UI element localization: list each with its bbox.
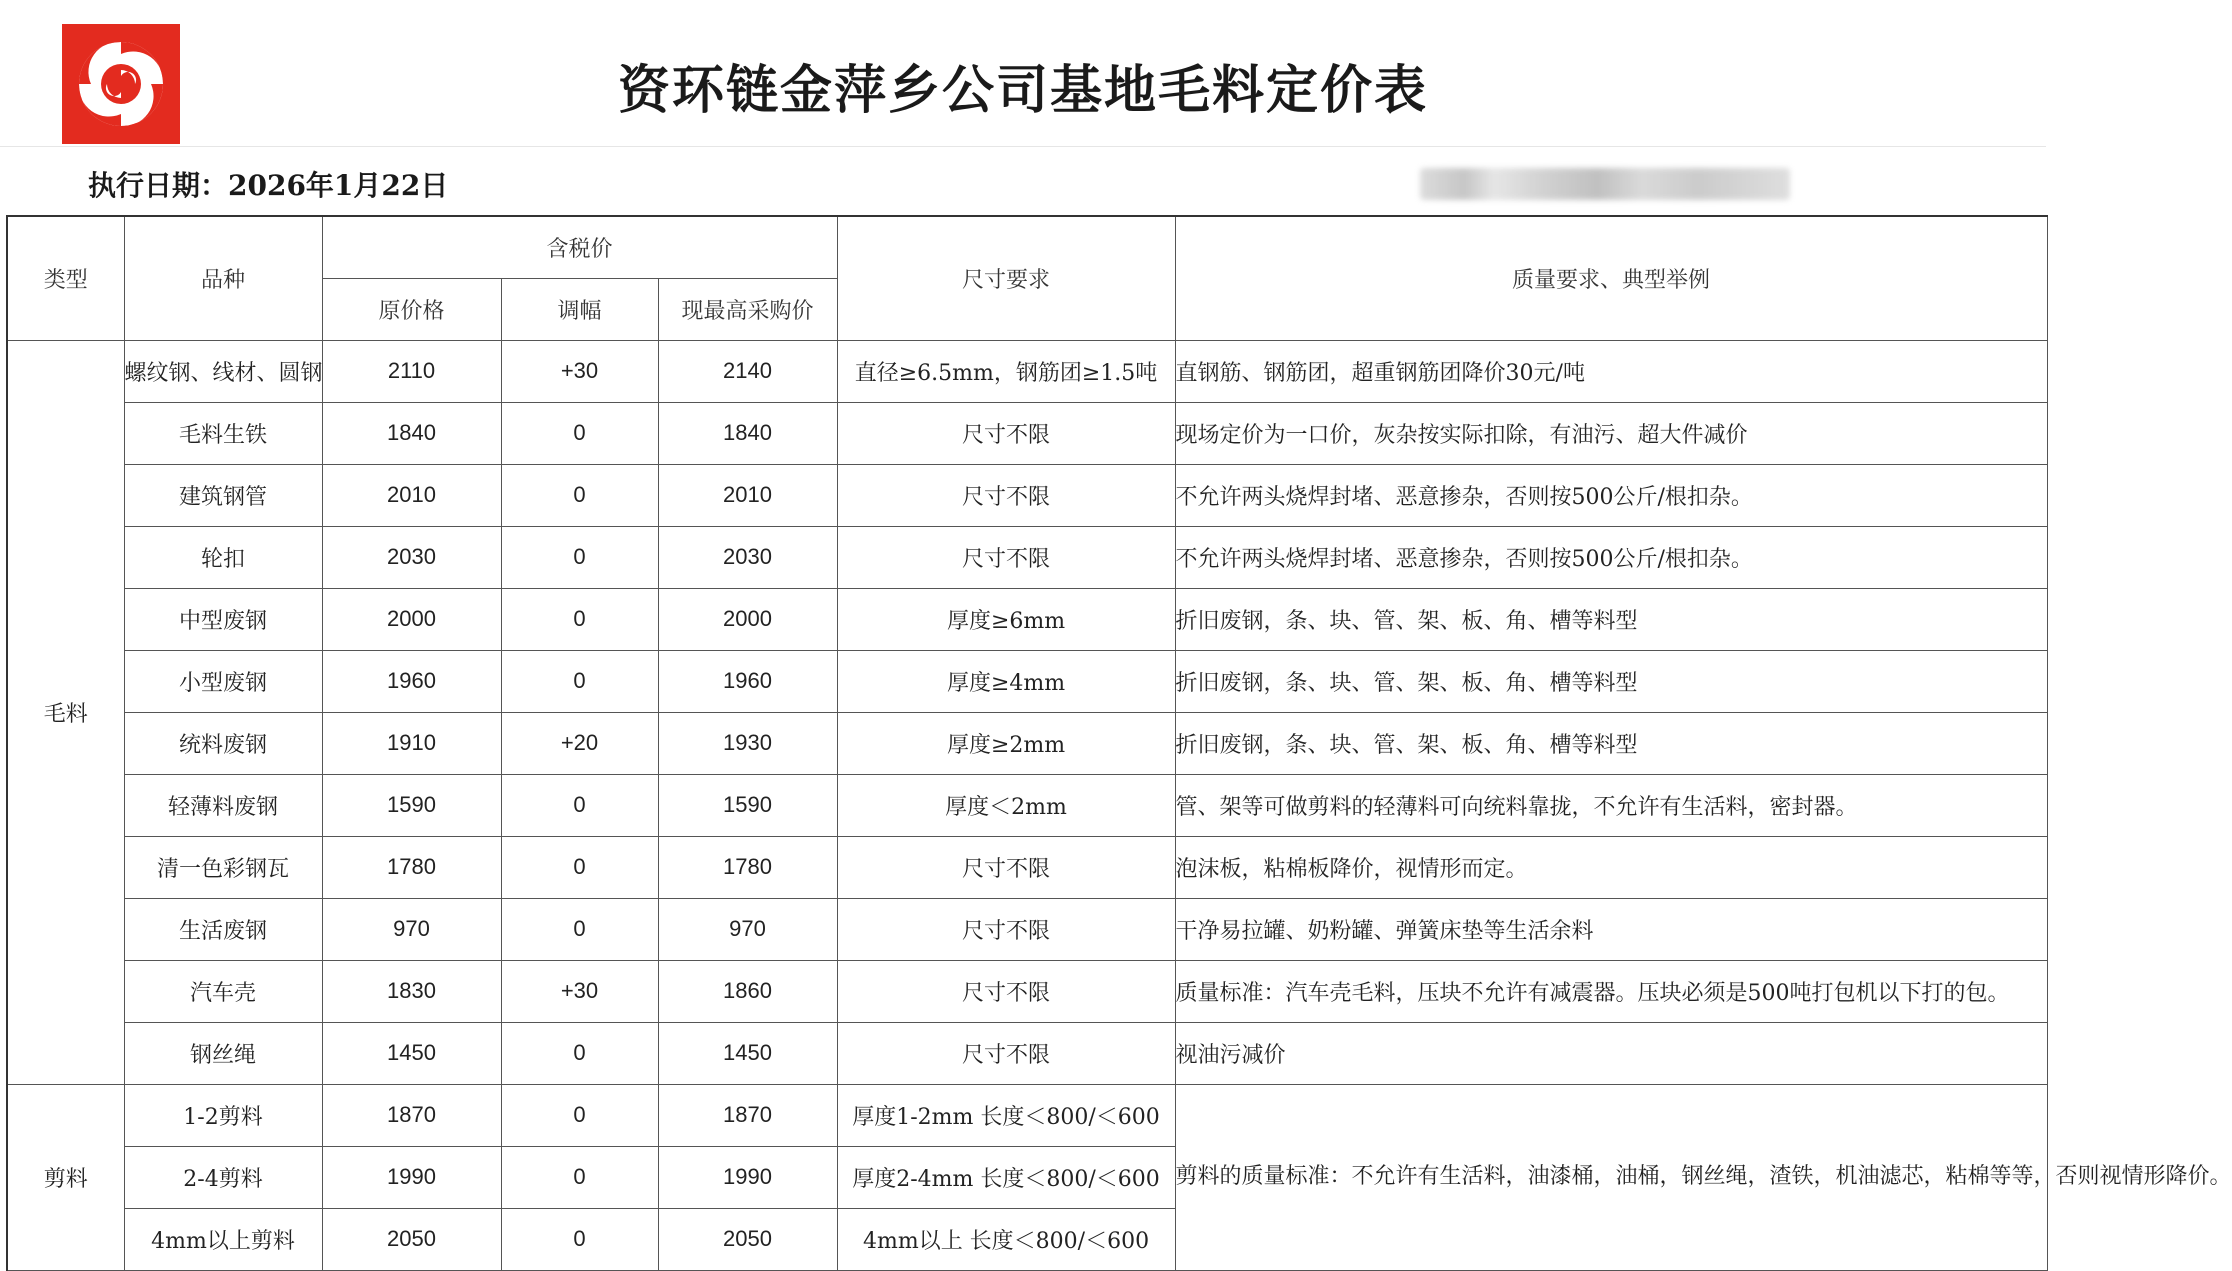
current-price-cell: 2000 bbox=[658, 588, 837, 650]
variety-cell: 汽车壳 bbox=[124, 960, 322, 1022]
price-table bbox=[6, 215, 2232, 1271]
original-price-cell: 1590 bbox=[322, 774, 501, 836]
variety-cell: 2-4剪料 bbox=[124, 1146, 322, 1208]
header-original-price: 原价格 bbox=[322, 278, 501, 340]
current-price-cell: 1860 bbox=[658, 960, 837, 1022]
adjustment-cell: 0 bbox=[501, 402, 658, 464]
table-row bbox=[7, 960, 2047, 1022]
adjustment-cell: 0 bbox=[501, 650, 658, 712]
quality-cell: 质量标准：汽车壳毛料，压块不允许有减震器。压块必须是500吨打包机以下打的包。 bbox=[1175, 960, 2047, 1022]
variety-cell: 建筑钢管 bbox=[124, 464, 322, 526]
size-cell: 尺寸不限 bbox=[837, 836, 1175, 898]
table-row bbox=[7, 650, 2047, 712]
original-price-cell: 1990 bbox=[322, 1146, 501, 1208]
size-cell: 厚度2-4mm 长度＜800/＜600 bbox=[837, 1146, 1175, 1208]
variety-cell: 4mm以上剪料 bbox=[124, 1208, 322, 1270]
original-price-cell: 2050 bbox=[322, 1208, 501, 1270]
variety-cell: 生活废钢 bbox=[124, 898, 322, 960]
current-price-cell: 2010 bbox=[658, 464, 837, 526]
current-price-cell: 2140 bbox=[658, 340, 837, 402]
variety-cell: 毛料生铁 bbox=[124, 402, 322, 464]
variety-cell: 清一色彩钢瓦 bbox=[124, 836, 322, 898]
size-cell: 直径≥6.5mm，钢筋团≥1.5吨 bbox=[837, 340, 1175, 402]
variety-cell: 轻薄料废钢 bbox=[124, 774, 322, 836]
size-cell: 尺寸不限 bbox=[837, 960, 1175, 1022]
quality-cell: 不允许两头烧焊封堵、恶意掺杂，否则按500公斤/根扣杂。 bbox=[1175, 526, 2047, 588]
size-cell: 尺寸不限 bbox=[837, 402, 1175, 464]
current-price-cell: 2030 bbox=[658, 526, 837, 588]
current-price-cell: 1960 bbox=[658, 650, 837, 712]
quality-cell: 折旧废钢，条、块、管、架、板、角、槽等料型 bbox=[1175, 712, 2047, 774]
original-price-cell: 1780 bbox=[322, 836, 501, 898]
quality-cell: 泡沫板，粘棉板降价，视情形而定。 bbox=[1175, 836, 2047, 898]
page-title: 资环链金萍乡公司基地毛料定价表 bbox=[617, 60, 1428, 121]
redacted-contact-info bbox=[1420, 168, 1790, 200]
size-cell: 尺寸不限 bbox=[837, 464, 1175, 526]
header-variety: 品种 bbox=[124, 216, 322, 340]
variety-cell: 钢丝绳 bbox=[124, 1022, 322, 1084]
quality-cell: 折旧废钢，条、块、管、架、板、角、槽等料型 bbox=[1175, 650, 2047, 712]
original-price-cell: 1870 bbox=[322, 1084, 501, 1146]
current-price-cell: 1450 bbox=[658, 1022, 837, 1084]
header-size-requirement: 尺寸要求 bbox=[837, 216, 1175, 340]
table-row bbox=[7, 1084, 2047, 1146]
quality-merged-cell: 剪料的质量标准：不允许有生活料，油漆桶，油桶，钢丝绳，渣铁，机油滤芯，粘棉等等，否则视情形降价。 bbox=[1175, 1084, 2047, 1270]
adjustment-cell: 0 bbox=[501, 1022, 658, 1084]
adjustment-cell: 0 bbox=[501, 1146, 658, 1208]
header-current-max-price: 现最高采购价 bbox=[658, 278, 837, 340]
adjustment-cell: 0 bbox=[501, 898, 658, 960]
table-row bbox=[7, 340, 2047, 402]
header-type: 类型 bbox=[7, 216, 124, 340]
adjustment-cell: 0 bbox=[501, 526, 658, 588]
type-cell: 剪料 bbox=[7, 1084, 124, 1270]
header-quality-requirement: 质量要求、典型举例 bbox=[1175, 216, 2047, 340]
original-price-cell: 2110 bbox=[322, 340, 501, 402]
current-price-cell: 1590 bbox=[658, 774, 837, 836]
original-price-cell: 2000 bbox=[322, 588, 501, 650]
size-cell: 厚度≥4mm bbox=[837, 650, 1175, 712]
current-price-cell: 1990 bbox=[658, 1146, 837, 1208]
quality-cell: 不允许两头烧焊封堵、恶意掺杂，否则按500公斤/根扣杂。 bbox=[1175, 464, 2047, 526]
table-row bbox=[7, 402, 2047, 464]
table-row bbox=[7, 464, 2047, 526]
current-price-cell: 1930 bbox=[658, 712, 837, 774]
adjustment-cell: 0 bbox=[501, 1208, 658, 1270]
adjustment-cell: 0 bbox=[501, 588, 658, 650]
table-row bbox=[7, 898, 2047, 960]
size-cell: 厚度≥6mm bbox=[837, 588, 1175, 650]
variety-cell: 统料废钢 bbox=[124, 712, 322, 774]
original-price-cell: 1910 bbox=[322, 712, 501, 774]
variety-cell: 1-2剪料 bbox=[124, 1084, 322, 1146]
quality-cell: 视油污减价 bbox=[1175, 1022, 2047, 1084]
original-price-cell: 2030 bbox=[322, 526, 501, 588]
adjustment-cell: 0 bbox=[501, 464, 658, 526]
size-cell: 尺寸不限 bbox=[837, 898, 1175, 960]
original-price-cell: 1450 bbox=[322, 1022, 501, 1084]
variety-cell: 中型废钢 bbox=[124, 588, 322, 650]
adjustment-cell: +30 bbox=[501, 340, 658, 402]
header-tax-price: 含税价 bbox=[322, 216, 837, 278]
original-price-cell: 1830 bbox=[322, 960, 501, 1022]
original-price-cell: 1960 bbox=[322, 650, 501, 712]
size-cell: 尺寸不限 bbox=[837, 1022, 1175, 1084]
size-cell: 厚度≥2mm bbox=[837, 712, 1175, 774]
original-price-cell: 1840 bbox=[322, 402, 501, 464]
current-price-cell: 2050 bbox=[658, 1208, 837, 1270]
quality-cell: 直钢筋、钢筋团，超重钢筋团降价30元/吨 bbox=[1175, 340, 2047, 402]
page-header bbox=[0, 0, 2046, 147]
table-row bbox=[7, 836, 2047, 898]
quality-cell: 折旧废钢，条、块、管、架、板、角、槽等料型 bbox=[1175, 588, 2047, 650]
variety-cell: 螺纹钢、线材、圆钢 bbox=[124, 340, 322, 402]
table-row bbox=[7, 712, 2047, 774]
header-adjustment: 调幅 bbox=[501, 278, 658, 340]
table-row bbox=[7, 526, 2047, 588]
quality-cell: 干净易拉罐、奶粉罐、弹簧床垫等生活余料 bbox=[1175, 898, 2047, 960]
size-cell: 厚度＜2mm bbox=[837, 774, 1175, 836]
size-cell: 厚度1-2mm 长度＜800/＜600 bbox=[837, 1084, 1175, 1146]
original-price-cell: 970 bbox=[322, 898, 501, 960]
adjustment-cell: 0 bbox=[501, 836, 658, 898]
adjustment-cell: 0 bbox=[501, 1084, 658, 1146]
table-row bbox=[7, 588, 2047, 650]
adjustment-cell: 0 bbox=[501, 774, 658, 836]
quality-cell: 管、架等可做剪料的轻薄料可向统料靠拢，不允许有生活料，密封器。 bbox=[1175, 774, 2047, 836]
variety-cell: 轮扣 bbox=[124, 526, 322, 588]
size-cell: 尺寸不限 bbox=[837, 526, 1175, 588]
current-price-cell: 970 bbox=[658, 898, 837, 960]
table-row bbox=[7, 774, 2047, 836]
type-cell: 毛料 bbox=[7, 340, 124, 1084]
variety-cell: 小型废钢 bbox=[124, 650, 322, 712]
size-cell: 4mm以上 长度＜800/＜600 bbox=[837, 1208, 1175, 1270]
execution-date: 执行日期：2026年1月22日 bbox=[88, 169, 449, 202]
quality-cell: 现场定价为一口价，灰杂按实际扣除，有油污、超大件减价 bbox=[1175, 402, 2047, 464]
table-row bbox=[7, 1022, 2047, 1084]
current-price-cell: 1840 bbox=[658, 402, 837, 464]
original-price-cell: 2010 bbox=[322, 464, 501, 526]
current-price-cell: 1870 bbox=[658, 1084, 837, 1146]
adjustment-cell: +20 bbox=[501, 712, 658, 774]
current-price-cell: 1780 bbox=[658, 836, 837, 898]
adjustment-cell: +30 bbox=[501, 960, 658, 1022]
